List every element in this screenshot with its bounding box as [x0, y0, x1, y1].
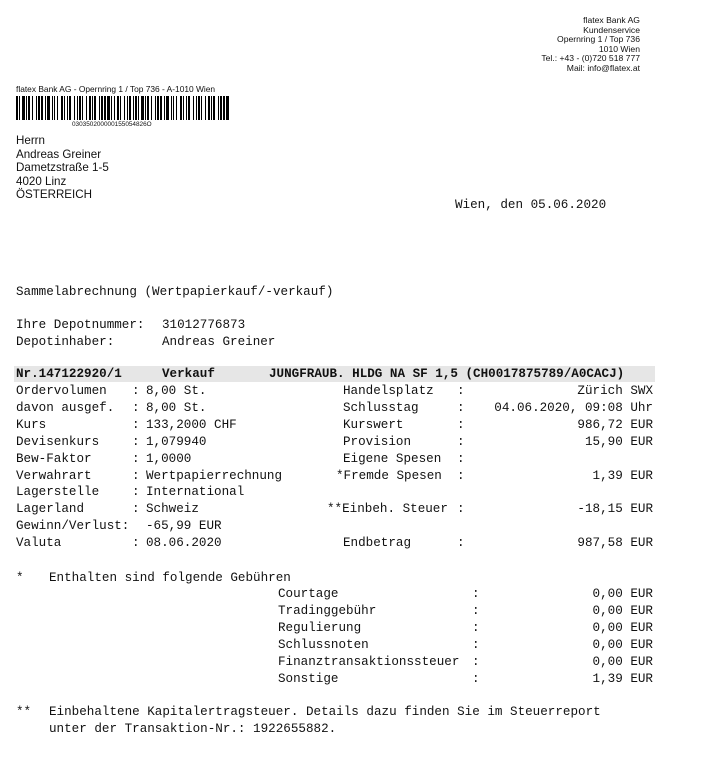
recipient-line: Herrn	[16, 134, 45, 147]
detail-separator: :	[132, 435, 140, 449]
barcode-bar	[186, 96, 187, 120]
barcode-bar	[82, 96, 83, 120]
detail-separator: :	[132, 401, 140, 415]
fee-value: 0,00 EUR	[592, 604, 653, 618]
barcode-bar	[218, 96, 219, 120]
detail-label: Bew-Faktor	[16, 452, 92, 466]
barcode	[16, 96, 230, 120]
recipient-line: Dametzstraße 1-5	[16, 161, 109, 175]
fee-label: Finanztransaktionssteuer	[278, 655, 460, 669]
fee-value: 1,39 EUR	[592, 672, 653, 686]
fee-label: Courtage	[278, 587, 339, 601]
barcode-bar	[193, 96, 194, 120]
barcode-bar	[79, 96, 81, 120]
barcode-bar	[183, 96, 184, 120]
detail-value: 1,0000	[146, 452, 192, 466]
document-title: Sammelabrechnung (Wertpapierkauf/-verkauf)	[16, 285, 334, 299]
fee-value: 0,00 EUR	[592, 621, 653, 635]
detail-label: davon ausgef.	[16, 401, 115, 415]
detail-value: Zürich SWX	[577, 384, 653, 398]
barcode-bar	[223, 96, 225, 120]
fee-separator: :	[472, 621, 480, 635]
barcode-bar	[69, 96, 71, 120]
barcode-bar	[188, 96, 190, 120]
recipient-line: Andreas Greiner	[16, 147, 102, 161]
detail-separator: :	[457, 469, 465, 483]
barcode-bar	[111, 96, 112, 120]
detail-value: 133,2000 CHF	[146, 418, 237, 432]
detail-label: Lagerland	[16, 502, 85, 516]
barcode-bar	[120, 96, 121, 120]
detail-value: 986,72 EUR	[577, 418, 653, 432]
bank-address-line: flatex Bank AG	[583, 15, 640, 25]
detail-value: International	[146, 485, 245, 499]
detail-label: Provision	[343, 435, 412, 449]
barcode-bar	[104, 96, 106, 120]
fee-value: 0,00 EUR	[592, 587, 653, 601]
barcode-bar	[99, 96, 100, 120]
barcode-bar	[45, 96, 46, 120]
barcode-bar	[196, 96, 197, 120]
barcode-bar	[176, 96, 177, 120]
tax-note-line: unter der Transaktion-Nr.: 1922655882.	[49, 722, 337, 736]
depot-owner-value: Andreas Greiner	[162, 335, 276, 349]
barcode-bar	[28, 96, 30, 120]
detail-separator: :	[132, 452, 140, 466]
fees-note-text: Enthalten sind folgende Gebühren	[49, 571, 291, 585]
barcode-bar	[74, 96, 75, 120]
sender-line: flatex Bank AG - Opernring 1 / Top 736 - A-1010 Wien	[16, 84, 216, 94]
security-name: JUNGFRAUB. HLDG NA SF 1,5 (CH0017875789/A0CACJ)	[269, 367, 625, 381]
barcode-bar	[26, 96, 27, 120]
detail-value: Schweiz	[146, 502, 199, 516]
detail-value: -65,99 EUR	[146, 519, 222, 533]
depot-number-label: Ihre Depotnummer:	[16, 318, 145, 332]
detail-separator: :	[132, 536, 140, 550]
barcode-bar	[213, 96, 215, 120]
detail-value: -18,15 EUR	[577, 502, 653, 516]
detail-label: Ordervolumen	[16, 384, 107, 398]
barcode-bar	[145, 96, 146, 120]
barcode-bar	[205, 96, 206, 120]
barcode-bar	[180, 96, 182, 120]
detail-separator: :	[457, 435, 465, 449]
detail-separator: :	[132, 502, 140, 516]
detail-value: 04.06.2020, 09:08 Uhr	[494, 401, 653, 415]
tax-note-line: Einbehaltene Kapitalertragsteuer. Details dazu finden Sie im Steuerreport	[49, 705, 601, 719]
barcode-bar	[129, 96, 131, 120]
detail-label: Handelsplatz	[343, 384, 434, 398]
detail-value: 08.06.2020	[146, 536, 222, 550]
barcode-bar	[94, 96, 96, 120]
detail-label: Eigene Spesen	[343, 452, 442, 466]
detail-separator: :	[132, 485, 140, 499]
detail-separator: :	[132, 384, 140, 398]
barcode-bar	[211, 96, 212, 120]
detail-value: 8,00 St.	[146, 401, 207, 415]
detail-label: **Einbeh. Steuer	[327, 502, 448, 516]
barcode-bar	[107, 96, 110, 120]
detail-separator: :	[457, 418, 465, 432]
fee-separator: :	[472, 638, 480, 652]
barcode-bar	[64, 96, 65, 120]
barcode-bar	[52, 96, 53, 120]
transaction-number: Nr.147122920/1	[16, 367, 122, 381]
barcode-bar	[160, 96, 162, 120]
barcode-bar	[36, 96, 37, 120]
barcode-bar	[220, 96, 222, 120]
barcode-bar	[54, 96, 55, 120]
detail-value: Wertpapierrechnung	[146, 469, 283, 483]
detail-label: Kurs	[16, 418, 47, 432]
barcode-bar	[133, 96, 134, 120]
detail-label: Endbetrag	[343, 536, 412, 550]
detail-label: *Fremde Spesen	[336, 469, 442, 483]
depot-owner-label: Depotinhaber:	[16, 335, 115, 349]
barcode-bar	[77, 96, 78, 120]
barcode-bar	[57, 96, 58, 120]
fee-label: Tradinggebühr	[278, 604, 377, 618]
detail-label: Lagerstelle	[16, 485, 100, 499]
recipient-line: ÖSTERREICH	[16, 188, 93, 202]
barcode-bar	[171, 96, 172, 120]
fees-note-marker: *	[16, 571, 24, 585]
barcode-bar	[89, 96, 91, 120]
barcode-bar	[47, 96, 50, 120]
barcode-bar	[164, 96, 165, 120]
barcode-bar	[117, 96, 119, 120]
detail-separator: :	[457, 502, 465, 516]
barcode-bar	[226, 96, 229, 120]
barcode-bar	[208, 96, 210, 120]
document-date: Wien, den 05.06.2020	[455, 198, 607, 212]
detail-value: 8,00 St.	[146, 384, 207, 398]
bank-address-line: 1010 Wien	[598, 43, 640, 54]
fee-label: Schlussnoten	[278, 638, 369, 652]
barcode-bar	[19, 96, 20, 120]
barcode-bar	[141, 96, 144, 120]
barcode-bar	[127, 96, 128, 120]
fee-separator: :	[472, 604, 480, 618]
barcode-bar	[67, 96, 68, 120]
detail-separator: :	[132, 469, 140, 483]
detail-value: 1,39 EUR	[592, 469, 653, 483]
detail-label: Gewinn/Verlust:	[16, 519, 130, 533]
barcode-bar	[147, 96, 149, 120]
detail-label: Kurswert	[343, 418, 404, 432]
barcode-bar	[157, 96, 159, 120]
barcode-number: 030350200000155054826O	[72, 121, 152, 128]
fee-value: 0,00 EUR	[592, 655, 653, 669]
detail-label: Verwahrart	[16, 469, 92, 483]
detail-separator: :	[457, 536, 465, 550]
transaction-type: Verkauf	[162, 367, 215, 381]
detail-separator: :	[457, 384, 465, 398]
barcode-bar	[114, 96, 115, 120]
detail-separator: :	[457, 401, 465, 415]
fee-separator: :	[472, 672, 480, 686]
fee-label: Regulierung	[278, 621, 362, 635]
barcode-bar	[22, 96, 25, 120]
barcode-bar	[16, 96, 18, 120]
detail-label: Valuta	[16, 536, 62, 550]
barcode-bar	[38, 96, 40, 120]
detail-value: 987,58 EUR	[577, 536, 653, 550]
recipient-address	[16, 134, 109, 202]
barcode-bar	[151, 96, 152, 120]
detail-label: Devisenkurs	[16, 435, 100, 449]
detail-value: 15,90 EUR	[584, 435, 653, 449]
fee-separator: :	[472, 587, 480, 601]
barcode-bar	[101, 96, 103, 120]
detail-separator: :	[457, 452, 465, 466]
barcode-bar	[61, 96, 63, 120]
barcode-bar	[92, 96, 93, 120]
barcode-bar	[124, 96, 125, 120]
barcode-bar	[201, 96, 202, 120]
bank-address-line: Opernring 1 / Top 736	[557, 34, 640, 45]
barcode-bar	[173, 96, 174, 120]
barcode-bar	[32, 96, 33, 120]
barcode-bar	[138, 96, 139, 120]
fee-value: 0,00 EUR	[592, 638, 653, 652]
tax-note-marker: **	[16, 705, 32, 719]
barcode-bar	[135, 96, 137, 120]
barcode-bar	[41, 96, 43, 120]
detail-value: 1,079940	[146, 435, 207, 449]
barcode-bar	[86, 96, 87, 120]
fee-separator: :	[472, 655, 480, 669]
bank-address-line: Mail: info@flatex.at	[566, 62, 640, 73]
barcode-bar	[155, 96, 156, 120]
detail-separator: :	[132, 418, 140, 432]
bank-address-line: Tel.: +43 - (0)720 518 777	[541, 53, 640, 64]
depot-number-value: 31012776873	[162, 318, 246, 332]
fee-label: Sonstige	[278, 672, 339, 686]
barcode-bar	[198, 96, 200, 120]
recipient-line: 4020 Linz	[16, 174, 67, 188]
barcode-bar	[166, 96, 169, 120]
bank-address	[541, 16, 640, 74]
detail-label: Schlusstag	[343, 401, 419, 415]
bank-address-line: Kundenservice	[583, 24, 640, 35]
